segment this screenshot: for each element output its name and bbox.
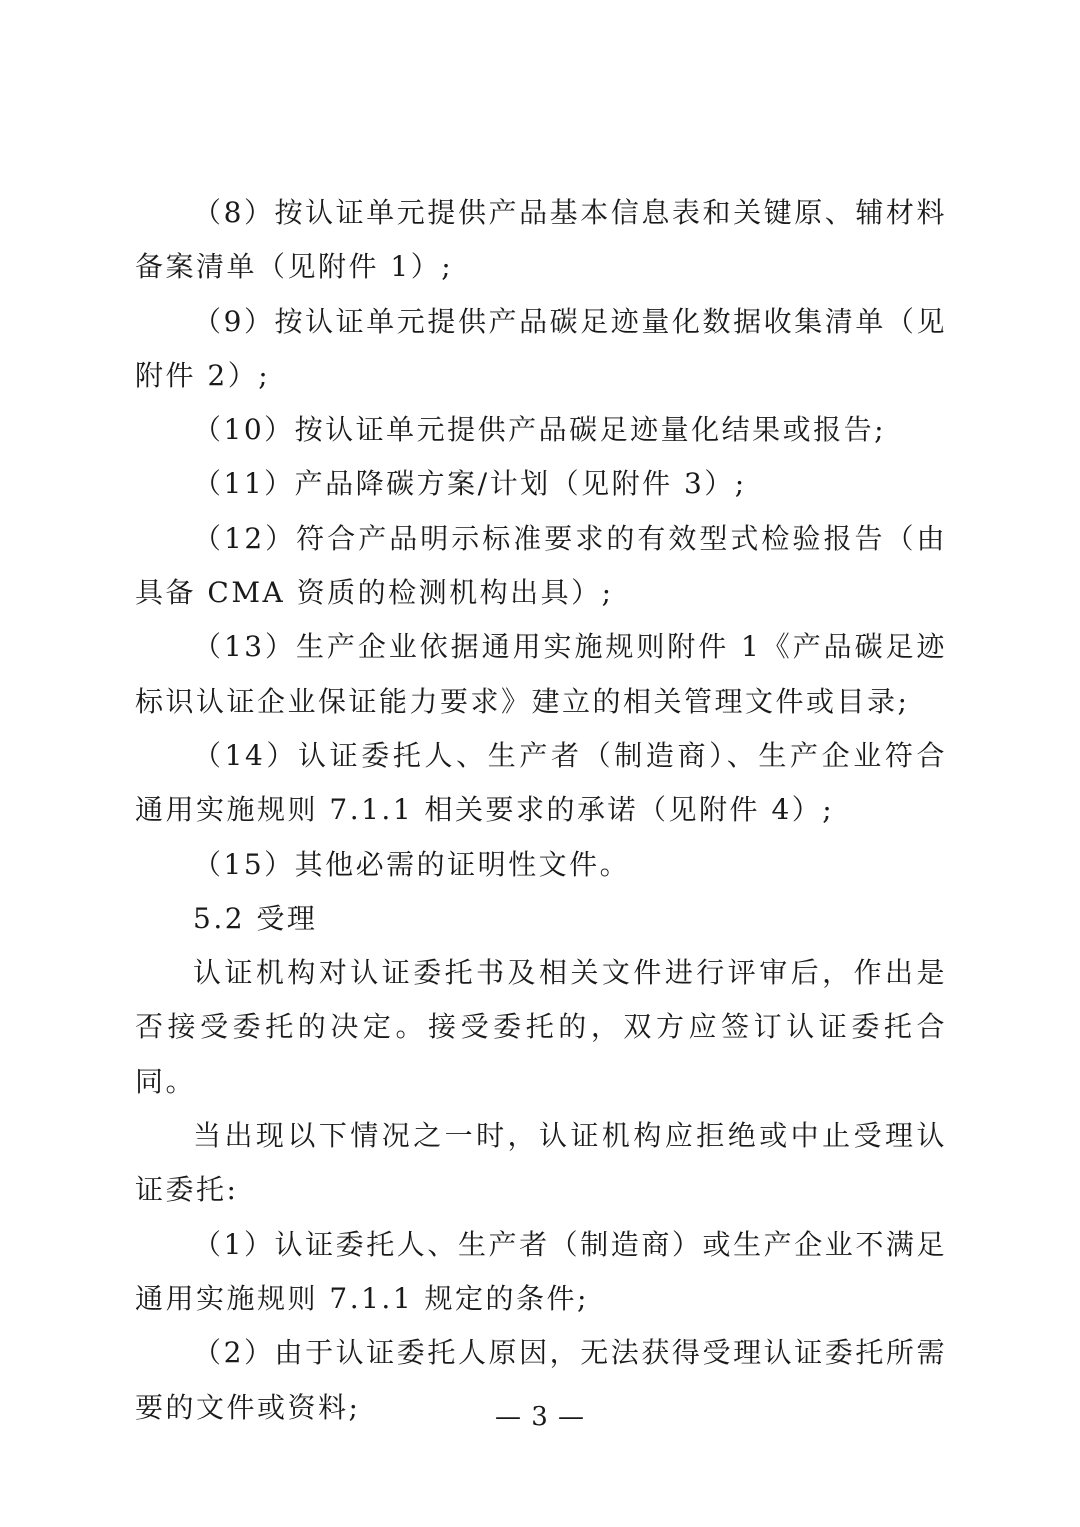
paragraph-item-11: （11）产品降碳方案/计划（见附件 3）;	[193, 467, 747, 501]
paragraph-item-9: （9）按认证单元提供产品碳足迹量化数据收集清单（见附件 2）;	[135, 304, 947, 392]
paragraph-refusal-2: （2）由于认证委托人原因，无法获得受理认证委托所需要的文件或资料;	[135, 1336, 947, 1424]
paragraph-review: 认证机构对认证委托书及相关文件进行评审后，作出是否接受委托的决定。接受委托的，双方应签订认证委托合同。	[135, 956, 947, 1098]
paragraph-refusal-intro: 当出现以下情况之一时，认证机构应拒绝或中止受理认证委托:	[135, 1119, 947, 1207]
page-number: — 3 —	[494, 1402, 586, 1432]
paragraph-item-10: （10）按认证单元提供产品碳足迹量化结果或报告;	[193, 413, 887, 447]
paragraph-item-12: （12）符合产品明示标准要求的有效型式检验报告（由具备 CMA 资质的检测机构出具）;	[135, 521, 947, 610]
paragraph-item-14: （14）认证委托人、生产者（制造商）、生产企业符合通用实施规则 7.1.1 相关要求的承诺（见附件 4）;	[135, 738, 947, 827]
section-heading-5-2: 5.2 受理	[193, 901, 318, 935]
document-body	[135, 186, 947, 1435]
paragraph-item-13: （13）生产企业依据通用实施规则附件 1《产品碳足迹标识认证企业保证能力要求》建立的相关管理文件或目录;	[135, 630, 947, 718]
paragraph-item-8: （8）按认证单元提供产品基本信息表和关键原、辅材料备案清单（见附件 1）;	[135, 196, 947, 284]
paragraph-item-15: （15）其他必需的证明性文件。	[193, 847, 631, 881]
paragraph-refusal-1: （1）认证委托人、生产者（制造商）或生产企业不满足通用实施规则 7.1.1 规定的条件;	[135, 1227, 947, 1315]
